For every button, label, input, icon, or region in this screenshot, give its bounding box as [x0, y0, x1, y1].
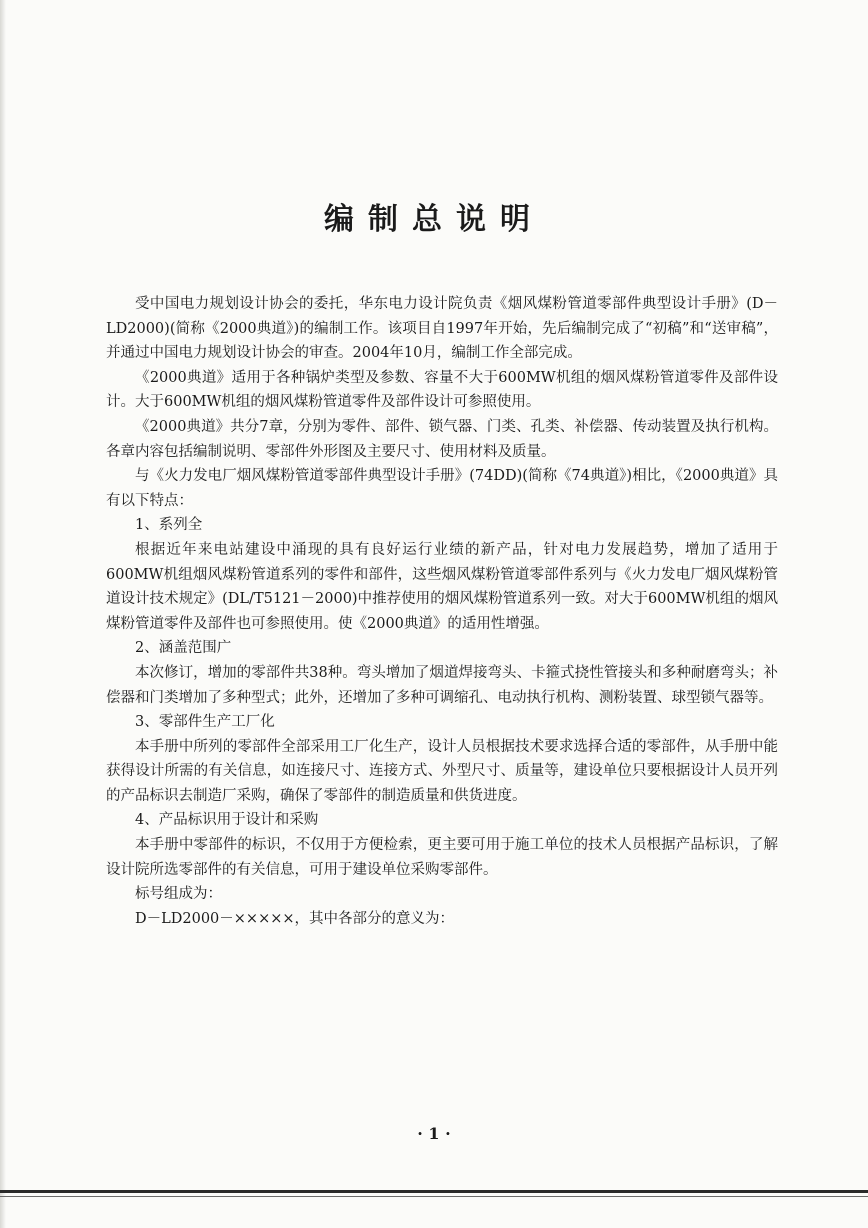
page-number: · 1 ·	[417, 1124, 451, 1143]
bottom-rule	[0, 1190, 868, 1193]
section-heading-2: 2、涵盖范围广	[135, 640, 232, 657]
paragraph-scope: 《2000典道》适用于各种锅炉类型及参数、容量不大于600MW机组的烟风煤粉管道零件及部件设计。大于600MW机组的烟风煤粉管道零件及部件设计可参照使用。	[106, 369, 778, 411]
paragraph-comparison: 与《火力发电厂烟风煤粉管道零部件典型设计手册》(74DD)(简称《74典道》)相比，《2000典道》具有以下特点：	[106, 468, 778, 509]
page-title: 编制总说明	[324, 202, 544, 237]
paragraph-code-format: D－LD2000－×××××，其中各部分的意义为：	[135, 910, 455, 927]
paragraph-section-2: 本次修订，增加的零部件共38种。弯头增加了烟道焊接弯头、卡箍式挠性管接头和多种耐磨弯头；补偿器和门类增加了多种型式；此外，还增加了多种可调缩孔、电动执行机构、测粉装置、球型锁气器等。	[106, 664, 778, 706]
paragraph-code-intro: 标号组成为：	[135, 886, 222, 903]
section-heading-4: 4、产品标识用于设计和采购	[135, 812, 319, 829]
paragraph-section-3: 本手册中所列的零部件全部采用工厂化生产，设计人员根据技术要求选择合适的零部件，从手册中能获得设计所需的有关信息，如连接尺寸、连接方式、外型尺寸、质量等，建设单位只要根据设计人员开列的产品标识去制造厂采购，确保了零部件的制造质量和供货进度。	[106, 738, 778, 804]
paragraph-section-1: 根据近年来电站建设中涌现的具有良好运行业绩的新产品，针对电力发展趋势，增加了适用于600MW机组烟风煤粉管道系列的零件和部件，这些烟风煤粉管道零部件系列与《火力发电厂烟风煤粉管道设计技术规定》(DL/T5121－2000)中推荐使用的烟风煤粉管道系列一致。对大于600MW机组的烟风煤粉管道零件及部件也可参照使用。使《2000典道》的适用性增强。	[106, 541, 778, 632]
bottom-rule-thin	[0, 1196, 868, 1197]
scan-edge-shadow	[0, 0, 6, 1228]
section-heading-3: 3、零部件生产工厂化	[135, 714, 275, 731]
paragraph-intro: 受中国电力规划设计协会的委托，华东电力设计院负责《烟风煤粉管道零部件典型设计手册》(D－LD2000)(简称《2000典道》)的编制工作。该项目自1997年开始，先后编制完成了“初稿”和“送审稿”，并通过中国电力规划设计协会的审查。2004年10月，编制工作全部完成。	[106, 296, 778, 362]
body-text	[106, 292, 778, 931]
paragraph-chapters: 《2000典道》共分7章，分别为零件、部件、锁气器、门类、孔类、补偿器、传动装置及执行机构。各章内容包括编制说明、零部件外形图及主要尺寸、使用材料及质量。	[106, 418, 778, 460]
section-heading-1: 1、系列全	[135, 517, 203, 534]
paragraph-section-4: 本手册中零部件的标识，不仅用于方便检索，更主要可用于施工单位的技术人员根据产品标识，了解设计院所选零部件的有关信息，可用于建设单位采购零部件。	[106, 837, 778, 878]
